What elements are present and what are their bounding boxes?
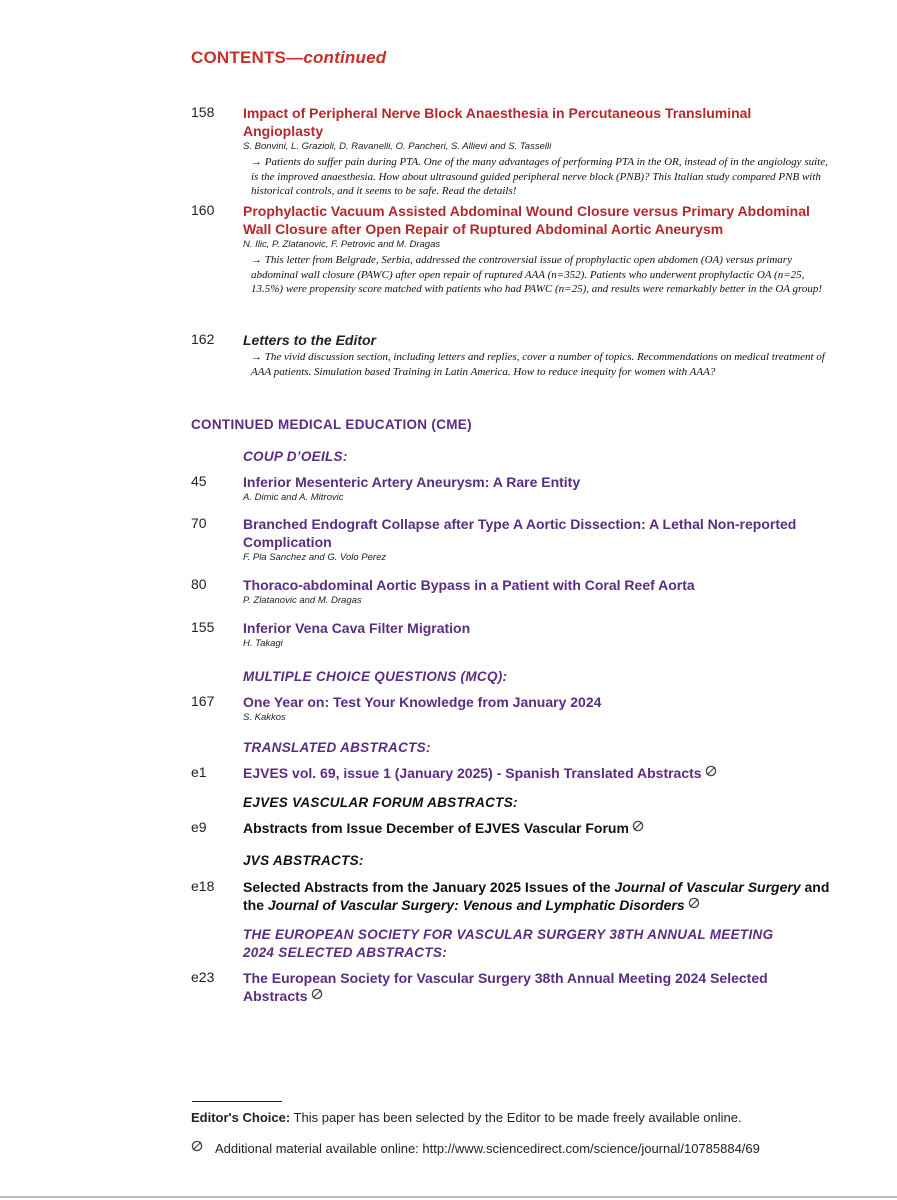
additional-material-note — [191, 1140, 760, 1156]
article-title[interactable]: Abstracts from Issue December of EJVES Vascular Forum — [243, 819, 831, 837]
toc-entry-e9 — [191, 819, 831, 837]
toc-entry-162 — [191, 331, 831, 379]
toc-entry-167 — [191, 693, 831, 725]
article-summary: → The vivid discussion section, including letters and replies, cover a number of topics. Recommendations on medical treatment of AAA patients. Simulation based Training in Latin America. How to reduce inequity for women with AAA? — [251, 351, 825, 378]
page-number: 162 — [191, 331, 215, 347]
article-authors: P. Zlatanovic and M. Dragas — [243, 595, 362, 606]
toc-entry-e1 — [191, 764, 831, 782]
page-number: 80 — [191, 576, 207, 592]
article-title[interactable]: Inferior Mesenteric Artery Aneurysm: A Rare Entity — [243, 474, 581, 490]
esvs-heading: THE EUROPEAN SOCIETY FOR VASCULAR SURGERY 38TH ANNUAL MEETING 2024 SELECTED ABSTRACTS: — [243, 927, 774, 960]
article-authors: H. Takagi — [243, 638, 283, 649]
toc-entry-155 — [191, 619, 831, 651]
article-title[interactable]: The European Society for Vascular Surgery 38th Annual Meeting 2024 Selected Abstracts — [243, 970, 768, 1004]
page-number: e23 — [191, 969, 215, 985]
article-authors: F. Pla Sanchez and G. Volo Perez — [243, 552, 387, 563]
toc-entry-160 — [191, 202, 831, 297]
article-summary: → This letter from Belgrade, Serbia, addressed the controversial issue of prophylactic open abdomen (OA) versus primary abdominal wall closure (PAWC) after open repair of ruptured AAA (n=352). Patients who underwent prophylactic OA (n=25, 13.5%) were propensity score matched with patients who had PAWC (n=25), and results were remarkably better in the OA group! — [251, 254, 823, 296]
online-material-icon — [705, 765, 717, 777]
page-number: 155 — [191, 619, 215, 635]
vascular-forum-heading: EJVES VASCULAR FORUM ABSTRACTS: — [243, 795, 518, 810]
online-material-icon — [311, 988, 323, 1000]
article-authors: A. Dimic and A. Mitrovic — [243, 492, 344, 503]
page-number: e1 — [191, 764, 207, 780]
online-material-icon — [688, 897, 700, 909]
page-edge — [0, 1196, 897, 1198]
online-material-icon — [191, 1140, 203, 1152]
page-number: e18 — [191, 878, 215, 894]
article-title[interactable]: Branched Endograft Collapse after Type A Aortic Dissection: A Lethal Non-reported Complication — [243, 516, 797, 550]
page-heading: CONTENTS—continued — [191, 48, 387, 67]
additional-material-link[interactable]: Additional material available online: http://www.sciencedirect.com/science/journal/10785884/69 — [215, 1141, 760, 1156]
page-number: 160 — [191, 202, 215, 218]
cme-heading: CONTINUED MEDICAL EDUCATION (CME) — [191, 417, 472, 432]
toc-entry-45 — [191, 473, 831, 505]
mcq-heading: MULTIPLE CHOICE QUESTIONS (MCQ): — [243, 669, 508, 684]
editors-choice-note: Editor's Choice: This paper has been selected by the Editor to be made freely available online. — [191, 1110, 742, 1125]
article-title[interactable]: Selected Abstracts from the January 2025 Issues of the Journal of Vascular Surgery and the Journal of Vascular Surgery: Venous and Lymphatic Disorders — [243, 879, 830, 913]
article-title[interactable]: Impact of Peripheral Nerve Block Anaesthesia in Percutaneous Transluminal Angioplasty — [243, 105, 752, 139]
toc-entry-e18 — [191, 878, 831, 914]
page-number: 158 — [191, 104, 215, 120]
article-authors: S. Bonvini, L. Grazioli, D. Ravanelli, O. Pancheri, S. Allievi and S. Tasselli — [243, 141, 552, 152]
page-number: 167 — [191, 693, 215, 709]
toc-entry-70 — [191, 515, 831, 565]
article-title[interactable]: Prophylactic Vacuum Assisted Abdominal Wound Closure versus Primary Abdominal Wall Closure after Open Repair of Ruptured Abdominal Aortic Aneurysm — [243, 203, 810, 237]
article-title[interactable]: EJVES vol. 69, issue 1 (January 2025) - Spanish Translated Abstracts — [243, 764, 831, 782]
page-number: 70 — [191, 515, 207, 531]
coup-doeils-heading: COUP D’OEILS: — [243, 449, 348, 464]
article-authors: N. Ilic, P. Zlatanovic, F. Petrovic and M. Dragas — [243, 239, 441, 250]
toc-entry-158 — [191, 104, 831, 199]
article-title[interactable]: Thoraco-abdominal Aortic Bypass in a Patient with Coral Reef Aorta — [243, 577, 695, 593]
translated-abstracts-heading: TRANSLATED ABSTRACTS: — [243, 740, 431, 755]
page-number: e9 — [191, 819, 207, 835]
article-summary: → Patients do suffer pain during PTA. One of the many advantages of performing PTA in the OR, instead of in the angiology suite, is the improved anaesthesia. How about ultrasound guided peripheral nerve block (PNB)? This Italian study compared PNB with historical controls, and it seems to be safe. Read the details! — [251, 156, 828, 198]
online-material-icon — [632, 820, 644, 832]
article-title[interactable]: Inferior Vena Cava Filter Migration — [243, 620, 471, 636]
toc-entry-e23 — [191, 969, 831, 1005]
footnote-divider — [192, 1101, 282, 1102]
toc-entry-80 — [191, 576, 831, 608]
jvs-abstracts-heading: JVS ABSTRACTS: — [243, 853, 364, 868]
article-authors: S. Kakkos — [243, 712, 286, 723]
page-number: 45 — [191, 473, 207, 489]
article-title[interactable]: Letters to the Editor — [243, 332, 377, 348]
article-title[interactable]: One Year on: Test Your Knowledge from January 2024 — [243, 694, 602, 710]
